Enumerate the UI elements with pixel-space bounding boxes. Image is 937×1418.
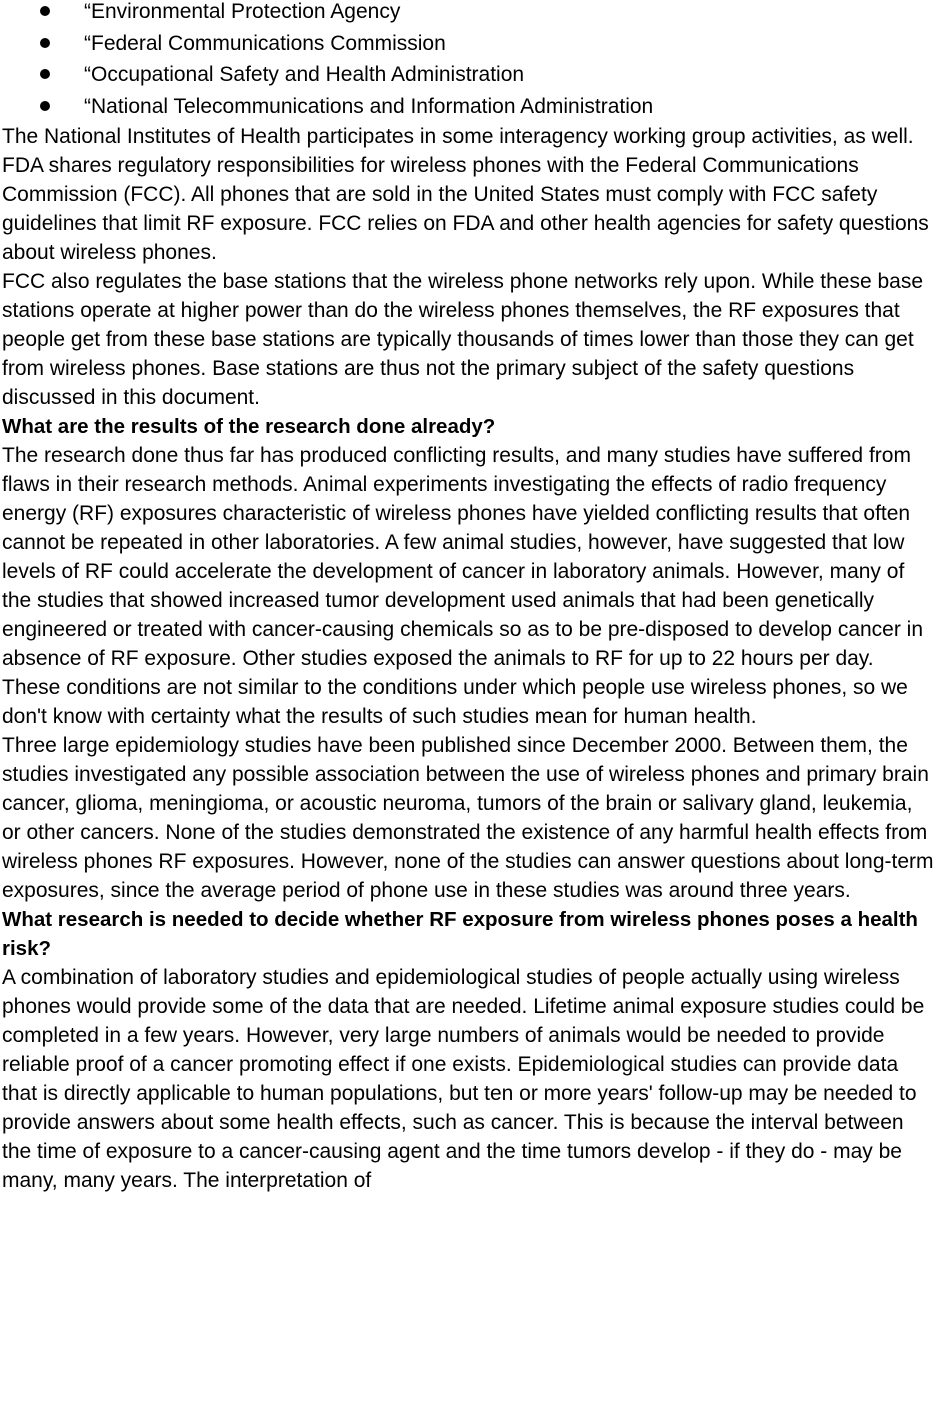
agency-list bbox=[2, 0, 936, 122]
list-item-text: “Occupational Safety and Health Administration bbox=[84, 63, 525, 86]
list-item bbox=[2, 59, 936, 91]
paragraph-nih: The National Institutes of Health participates in some interagency working group activities, as well. bbox=[2, 125, 914, 148]
paragraph-epidemiology: Three large epidemiology studies have been published since December 2000. Between them, the studies investigated any possible association between the use of wireless phones and primary brain cancer, glioma, meningioma, or acoustic neuroma, tumors of the brain or salivary gland, leukemia, or other cancers. None of the studies demonstrated the existence of any harmful health effects from wireless phones RF exposures. However, none of the studies can answer questions about long-term exposures, since the average period of phone use in these studies was around three years. bbox=[2, 734, 934, 902]
bullet-icon bbox=[40, 6, 50, 16]
list-item bbox=[2, 28, 936, 60]
list-item bbox=[2, 0, 936, 28]
heading-research-needed: What research is needed to decide whether RF exposure from wireless phones poses a health risk? bbox=[2, 908, 918, 960]
bullet-icon bbox=[40, 38, 50, 48]
heading-research-results: What are the results of the research done already? bbox=[2, 415, 496, 438]
paragraph-fda-fcc: FDA shares regulatory responsibilities for wireless phones with the Federal Communications Commission (FCC). All phones that are sold in the United States must comply with FCC safety guidelines that limit RF exposure. FCC relies on FDA and other health agencies for safety questions about wireless phones. bbox=[2, 154, 929, 264]
bullet-icon bbox=[40, 101, 50, 111]
list-item-text: “Federal Communications Commission bbox=[84, 31, 446, 55]
paragraph-base-stations: FCC also regulates the base stations that the wireless phone networks rely upon. While these base stations operate at higher power than do the wireless phones themselves, the RF exposures that people get from these base stations are typically thousands of times lower than those they can get from wireless phones. Base stations are thus not the primary subject of the safety questions discussed in this document. bbox=[2, 270, 923, 409]
list-item-text: “National Telecommunications and Information Administration bbox=[84, 94, 654, 118]
list-item-text: “Environmental Protection Agency bbox=[84, 0, 401, 23]
bullet-icon bbox=[40, 69, 50, 79]
list-item bbox=[2, 91, 936, 123]
paragraph-research-needed: A combination of laboratory studies and epidemiological studies of people actually using wireless phones would provide some of the data that are needed. Lifetime animal exposure studies could be completed in a few years. However, very large numbers of animals would be needed to provide reliable proof of a cancer promoting effect if one exists. Epidemiological studies can provide data that is directly applicable to human populations, but ten or more years' follow-up may be needed to provide answers about some health effects, such as cancer. This is because the interval between the time of exposure to a cancer-causing agent and the time tumors develop - if they do - may be many, many years. The interpretation of bbox=[2, 966, 925, 1192]
paragraph-research-results: The research done thus far has produced conflicting results, and many studies have suffered from flaws in their research methods. Animal experiments investigating the effects of radio frequency energy (RF) exposures characteristic of wireless phones have yielded conflicting results that often cannot be repeated in other laboratories. A few animal studies, however, have suggested that low levels of RF could accelerate the development of cancer in laboratory animals. However, many of the studies that showed increased tumor development used animals that had been genetically engineered or treated with cancer-causing chemicals so as to be pre-disposed to develop cancer in absence of RF exposure. Other studies exposed the animals to RF for up to 22 hours per day. These conditions are not similar to the conditions under which people use wireless phones, so we don't know with certainty what the results of such studies mean for human health. bbox=[2, 444, 924, 728]
document-page bbox=[2, 0, 936, 1195]
